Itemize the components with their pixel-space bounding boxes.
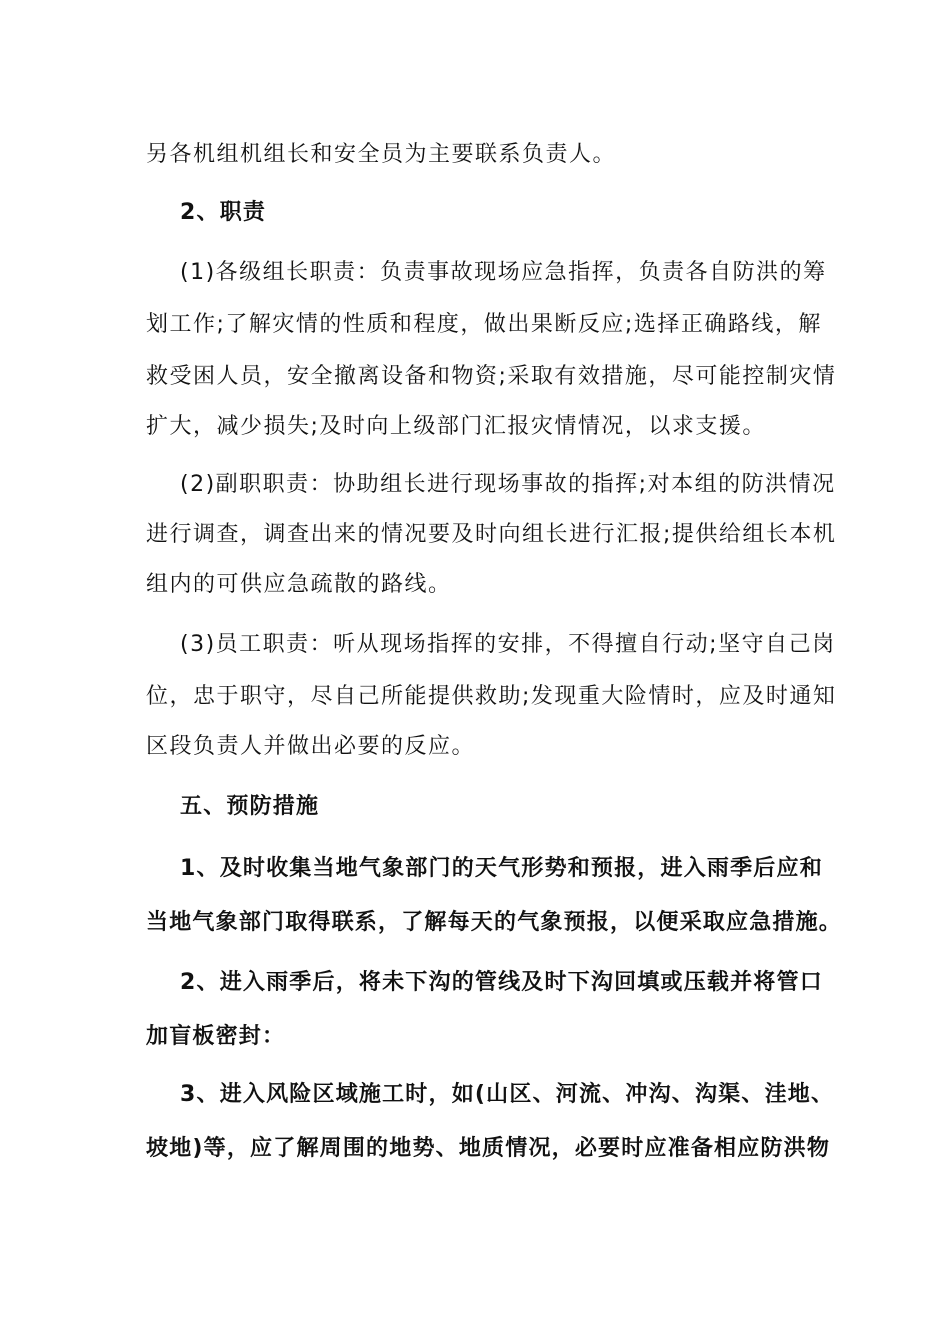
paragraph-line: 1、及时收集当地气象部门的天气形势和预报，进入雨季后应和 [180, 856, 823, 881]
section-heading-prevention: 五、预防措施 [180, 794, 320, 819]
paragraph-line: 位，忠于职守，尽自己所能提供救助;发现重大险情时，应及时通知 [146, 684, 837, 709]
paragraph-line: 扩大，减少损失;及时向上级部门汇报灾情情况，以求支援。 [146, 414, 766, 439]
paragraph-line: 进行调查，调查出来的情况要及时向组长进行汇报;提供给组长本机 [146, 522, 837, 547]
paragraph-line: (1)各级组长职责：负责事故现场应急指挥，负责各自防洪的筹 [180, 260, 827, 285]
paragraph-line: 3、进入风险区域施工时，如(山区、河流、冲沟、沟渠、洼地、 [180, 1082, 835, 1107]
paragraph-line: 2、进入雨季后，将未下沟的管线及时下沟回填或压载并将管口 [180, 970, 823, 995]
paragraph-line: (3)员工职责：听从现场指挥的安排，不得擅自行动;坚守自己岗 [180, 632, 836, 657]
paragraph-line: 坡地)等，应了解周围的地势、地质情况，必要时应准备相应防洪物 [146, 1136, 831, 1161]
paragraph-line: 划工作;了解灾情的性质和程度，做出果断反应;选择正确路线，解 [146, 312, 822, 337]
paragraph-line: 组内的可供应急疏散的路线。 [146, 572, 452, 597]
paragraph-line: 区段负责人并做出必要的反应。 [146, 734, 476, 759]
section-heading-duties: 2、职责 [180, 200, 267, 225]
paragraph-line: 救受困人员，安全撤离设备和物资;采取有效措施，尽可能控制灾情 [146, 364, 837, 389]
paragraph-line: (2)副职职责：协助组长进行现场事故的指挥;对本组的防洪情况 [180, 472, 836, 497]
paragraph-line: 加盲板密封： [146, 1024, 286, 1049]
paragraph-line: 当地气象部门取得联系，了解每天的气象预报，以便采取应急措施。 [146, 910, 843, 935]
paragraph-line: 另各机组机组长和安全员为主要联系负责人。 [146, 142, 617, 167]
